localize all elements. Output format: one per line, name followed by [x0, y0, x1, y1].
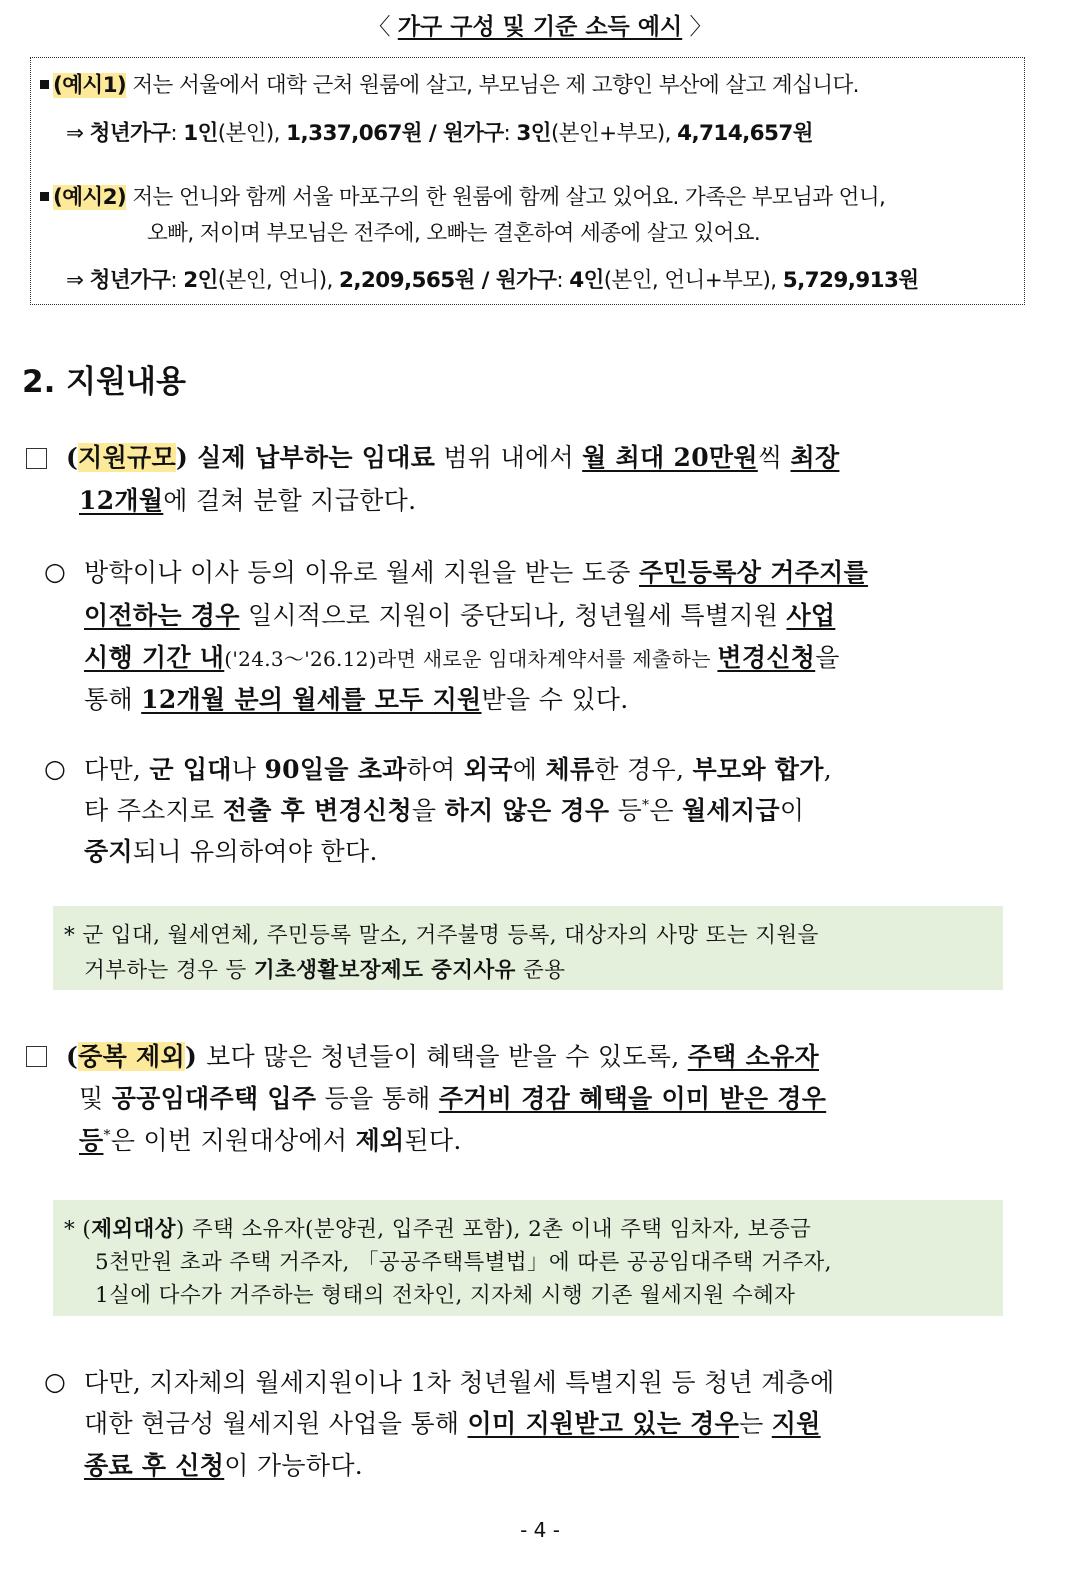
- example2-result: [66, 263, 919, 294]
- title-text: 가구 구성 및 기준 소득 예시: [397, 14, 683, 40]
- origin-household-members: (본인+부모),: [550, 121, 678, 146]
- exclusion-label: 중복 제외: [78, 1042, 185, 1071]
- underlined: 등: [79, 1126, 104, 1155]
- text: 일시적으로 지원이 중단되나, 청년월세 특별지원: [239, 601, 787, 630]
- underlined: 지원: [771, 1409, 821, 1438]
- paren: ): [175, 443, 198, 472]
- underlined: 주민등록상 거주지를: [638, 558, 869, 587]
- footnote-star: *: [64, 1217, 76, 1242]
- bullet3-line3: [84, 1446, 363, 1482]
- bold: 군 입대: [149, 755, 232, 784]
- box-title: [0, 8, 1080, 41]
- text: 대한 현금성 월세지원 사업을 통해: [84, 1409, 468, 1438]
- youth-household-members: (본인),: [217, 121, 287, 146]
- note1-line1: [64, 918, 819, 949]
- example2-line2: 오빠, 저이며 부모님은 전주에, 오빠는 결혼하여 세종에 살고 있어요.: [147, 221, 761, 246]
- note2-line1: [64, 1212, 811, 1243]
- underlined: 종료 후 신청: [84, 1451, 225, 1480]
- bold: 90일을 초과: [264, 755, 407, 784]
- example2-label: (예시2): [53, 185, 127, 210]
- youth-household-label: 청년가구: [89, 121, 171, 146]
- text: 은 이번 지원대상에서: [110, 1126, 356, 1155]
- youth-household-income: 2,209,565원: [338, 268, 475, 293]
- bold: 체류: [545, 755, 595, 784]
- note2-line2: 5천만원 초과 주택 거주자, 「공공주택특별법」에 따른 공공임대주택 거주자,: [95, 1250, 832, 1275]
- text: 등을 통해: [316, 1084, 439, 1113]
- text: 받을 수 있다.: [481, 685, 629, 714]
- text: 주택 소유자(분양권, 입주권 포함), 2촌 이내 주택 임차자, 보증금: [184, 1217, 812, 1242]
- origin-household-count: 4인: [569, 268, 604, 293]
- bold: 월세지급: [682, 796, 780, 825]
- text: 범위 내에서: [435, 443, 583, 472]
- origin-household-income: 5,729,913원: [782, 268, 919, 293]
- text: 을: [411, 796, 445, 825]
- text: 이 가능하다.: [224, 1451, 364, 1480]
- bullet1-line1: [84, 553, 868, 589]
- text: 되니 유의하여야 한다.: [132, 837, 378, 866]
- text: 등: [609, 796, 643, 825]
- arrow-icon: ⇒: [66, 268, 90, 293]
- bold: 부모와 합가: [692, 755, 824, 784]
- circle-bullet-icon: ○: [44, 754, 66, 783]
- underlined: 변경신청: [717, 643, 816, 672]
- bullet2-line1: [84, 750, 832, 786]
- checkbox-icon: [26, 1046, 47, 1067]
- section-heading: 2. 지원내용: [22, 364, 186, 400]
- example1-result: [66, 116, 813, 147]
- origin-household-label: 원가구: [443, 121, 504, 146]
- youth-household-income: 1,337,067원: [286, 121, 422, 146]
- origin-household-income: 4,714,657원: [677, 121, 813, 146]
- text: 은: [649, 796, 683, 825]
- support-scale-line1: [66, 438, 839, 474]
- page-number: - 4 -: [520, 1518, 560, 1542]
- youth-household-count: 2인: [183, 268, 218, 293]
- square-bullet-icon: [40, 80, 49, 89]
- underlined: 이전하는 경우: [84, 601, 240, 630]
- underlined: 시행 기간 내: [84, 643, 225, 672]
- colon: :: [503, 121, 517, 146]
- underlined: 주거비 경감 혜택을 이미 받은 경우: [438, 1084, 827, 1113]
- text: 을: [815, 643, 840, 672]
- underlined: 이미 지원받고 있는 경우: [467, 1409, 740, 1438]
- youth-household-members: (본인, 언니),: [217, 268, 339, 293]
- paren: ): [175, 1217, 185, 1242]
- checkbox-icon: [26, 448, 47, 469]
- circle-bullet-icon: ○: [44, 557, 66, 586]
- bullet3-line2: [84, 1404, 821, 1440]
- title-open-bracket: 〈: [367, 14, 398, 40]
- text: 다만,: [84, 755, 150, 784]
- colon: :: [556, 268, 570, 293]
- support-scale-label: 지원규모: [78, 443, 176, 472]
- support-scale-max-amount: 월 최대 20만원: [582, 443, 758, 472]
- paren: (: [66, 443, 79, 472]
- text: 이: [779, 796, 805, 825]
- colon: :: [170, 268, 184, 293]
- footnote-star: *: [64, 923, 76, 948]
- origin-household-label: 원가구: [495, 268, 557, 293]
- bold: 기초생활보장제도 중지사유: [253, 958, 516, 983]
- text: 통해: [84, 685, 142, 714]
- underlined: 주택 소유자: [687, 1042, 819, 1071]
- text: 씩: [757, 443, 791, 472]
- example1-line: [40, 68, 859, 99]
- exclusion-line1: [66, 1037, 819, 1073]
- bullet1-line4: [84, 680, 629, 716]
- bold: 전출 후 변경신청: [222, 796, 412, 825]
- example1-text: 저는 서울에서 대학 근처 원룸에 살고, 부모님은 제 고향인 부산에 살고 계십니다.: [126, 73, 859, 98]
- text: 에 걸쳐 분할 지급한다.: [163, 486, 417, 515]
- text: 및: [79, 1084, 112, 1113]
- bullet1-line3: [84, 638, 840, 674]
- note1-line2: [84, 953, 565, 984]
- youth-household-label: 청년가구: [89, 268, 171, 293]
- arrow-icon: ⇒: [66, 121, 90, 146]
- text: 하여: [406, 755, 464, 784]
- support-scale-months: 12개월: [79, 486, 164, 515]
- bold: 하지 않은 경우: [444, 796, 610, 825]
- separator: /: [421, 121, 444, 146]
- text: 에: [512, 755, 546, 784]
- exclusion-line2: [79, 1079, 826, 1115]
- paren: ): [184, 1042, 207, 1071]
- text: 한 경우,: [594, 755, 693, 784]
- underlined: 사업: [786, 601, 836, 630]
- title-close-bracket: 〉: [682, 14, 713, 40]
- text: 거부하는 경우 등: [84, 958, 254, 983]
- text: 타 주소지로: [84, 796, 223, 825]
- note2-line3: 1실에 다수가 거주하는 형태의 전차인, 지자체 시행 기존 월세지원 수혜자: [95, 1283, 796, 1308]
- example2-line1: [40, 180, 885, 211]
- text: 군 입대, 월세연체, 주민등록 말소, 거주불명 등록, 대상자의 사망 또는 지원을: [82, 923, 819, 948]
- origin-household-count: 3인: [516, 121, 551, 146]
- text: ('24.3～'26.12)라면 새로운 임대차계약서를 제출하는: [224, 647, 718, 671]
- support-scale-longest: 최장: [790, 443, 840, 472]
- text: 는: [739, 1409, 772, 1438]
- exclusion-line3: [79, 1121, 462, 1157]
- text: 방학이나 이사 등의 이유로 월세 지원을 받는 도중: [84, 558, 639, 587]
- square-bullet-icon: [40, 192, 49, 201]
- text: 된다.: [404, 1126, 462, 1155]
- support-scale-line2: [79, 481, 416, 517]
- bold: 중지: [84, 837, 133, 866]
- text: ,: [823, 755, 832, 784]
- footnote-star: *: [103, 1127, 111, 1144]
- support-scale-bold: 실제 납부하는 임대료: [197, 443, 436, 472]
- bold: 공공임대주택 입주: [111, 1084, 317, 1113]
- text: 나: [231, 755, 265, 784]
- youth-household-count: 1인: [183, 121, 218, 146]
- colon: :: [170, 121, 184, 146]
- bold: 외국: [463, 755, 513, 784]
- underlined: 12개월 분의 월세를 모두 지원: [141, 685, 482, 714]
- paren: (: [82, 1217, 92, 1242]
- text: 준용: [515, 958, 566, 983]
- bullet2-line3: [84, 832, 378, 868]
- circle-bullet-icon: ○: [44, 1367, 66, 1396]
- bold: 제외: [355, 1126, 405, 1155]
- bullet3-line1: 다만, 지자체의 월세지원이나 1차 청년월세 특별지원 등 청년 계층에: [84, 1368, 835, 1397]
- bullet2-line2: [84, 791, 804, 827]
- note2-label: 제외대상: [91, 1217, 176, 1242]
- text: 보다 많은 청년들이 혜택을 받을 수 있도록,: [206, 1042, 688, 1071]
- paren: (: [66, 1042, 79, 1071]
- example1-label: (예시1): [53, 73, 127, 98]
- footnote-star: *: [642, 797, 650, 814]
- example2-text1: 저는 언니와 함께 서울 마포구의 한 원룸에 함께 살고 있어요. 가족은 부모님과 언니,: [126, 185, 886, 210]
- separator: /: [474, 268, 496, 293]
- bullet1-line2: [84, 596, 835, 632]
- origin-household-members: (본인, 언니+부모),: [603, 268, 783, 293]
